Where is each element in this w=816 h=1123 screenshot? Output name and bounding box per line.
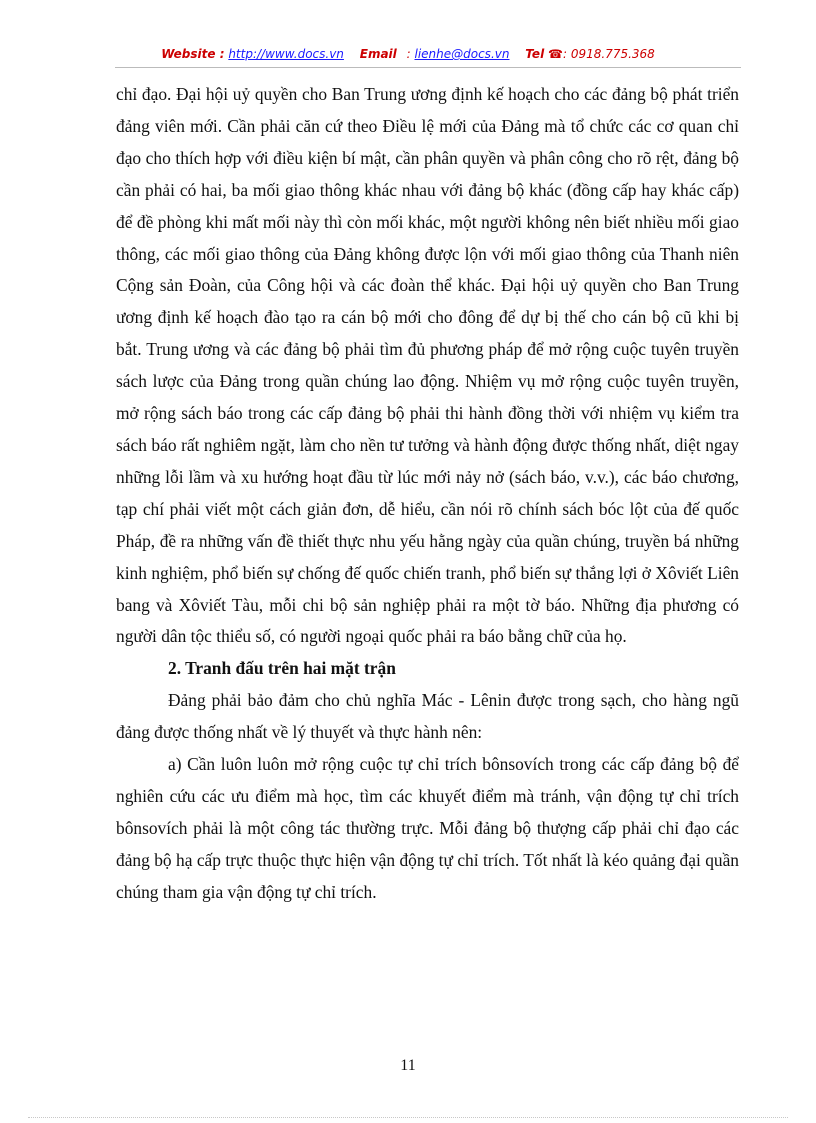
tel-label: Tel (525, 47, 545, 61)
paragraph-3: a) Cần luôn luôn mở rộng cuộc tự chỉ trích bônsovích trong các cấp đảng bộ để nghiên cứu các ưu điểm mà học, tìm các khuyết điểm mà tránh, vận động tự chỉ trích bônsovích phải là một công tác thường trực. Mỗi đảng bộ thượng cấp phải chỉ đạo các đảng bộ hạ cấp trực thuộc thực hiện vận động tự chỉ trích. Tốt nhất là kéo quảng đại quần chúng tham gia vận động tự chỉ trích. (116, 754, 739, 902)
phone-icon: ☎ (548, 47, 563, 61)
page-number: 11 (400, 1057, 416, 1074)
page-header (0, 47, 816, 61)
email-label: Email (359, 47, 397, 61)
paragraph-2: Đảng phải bảo đảm cho chủ nghĩa Mác - Lênin được trong sạch, cho hàng ngũ đảng được thống nhất về lý thuyết và thực hành nên: (116, 690, 739, 743)
document-body (116, 79, 739, 909)
footer-divider (28, 1117, 788, 1118)
paragraph-1: chỉ đạo. Đại hội uỷ quyền cho Ban Trung ương định kế hoạch cho các đảng bộ phát triển đảng viên mới. Cần phải căn cứ theo Điều lệ mới của Đảng mà tổ chức các cơ quan chỉ đạo cho thích hợp với điều kiện bí mật, cần phân quyền và phân công cho rõ rệt, đảng bộ cần phải có hai, ba mối giao thông khác nhau với đảng bộ khác (đồng cấp hay khác cấp) để đề phòng khi mất mối này thì còn mối khác, một người không nên biết nhiều mối giao thông, các mối giao thông của Đảng không được lộn với mối giao thông của Thanh niên Cộng sản Đoàn, của Công hội và các đoàn thể khác. Đại hội uỷ quyền cho Ban Trung ương định kế hoạch đào tạo ra cán bộ mới cho đông để dự bị thế cho cán bộ cũ khi bị bắt. Trung ương và các đảng bộ phải tìm đủ phương pháp để mở rộng cuộc tuyên truyền sách lược của Đảng trong quần chúng lao động. Nhiệm vụ mở rộng cuộc tuyên truyền, mở rộng sách báo trong các cấp đảng bộ phải thi hành đồng thời với nhiệm vụ kiểm tra sách báo rất nghiêm ngặt, làm cho nền tư tưởng và hành động được thống nhất, diệt ngay những lỗi lầm và xu hướng hoạt đầu từ lúc mới nảy nở (sách báo, v.v.), các báo chương, tạp chí phải viết một cách giản đơn, dễ hiểu, cần nói rõ chính sách bóc lột của đế quốc Pháp, đề ra những vấn đề thiết thực nhu yếu hằng ngày của quần chúng, truyền bá những kinh nghiệm, phổ biến sự chống đế quốc chiến tranh, phổ biến sự thắng lợi ở Xôviết Liên bang và Xôviết Tàu, mỗi chi bộ sản nghiệp phải ra một tờ báo. Những địa phương có người dân tộc thiểu số, có người ngoại quốc phải ra báo bằng chữ của họ. (116, 84, 739, 647)
website-link[interactable]: http://www.docs.vn (228, 47, 344, 61)
email-colon: : (406, 47, 411, 61)
website-label: Website : (161, 47, 225, 61)
tel-number: : 0918.775.368 (562, 47, 655, 61)
email-link[interactable]: lienhe@docs.vn (414, 47, 510, 61)
section-heading: 2. Tranh đấu trên hai mặt trận (168, 658, 396, 679)
header-divider (115, 67, 741, 68)
